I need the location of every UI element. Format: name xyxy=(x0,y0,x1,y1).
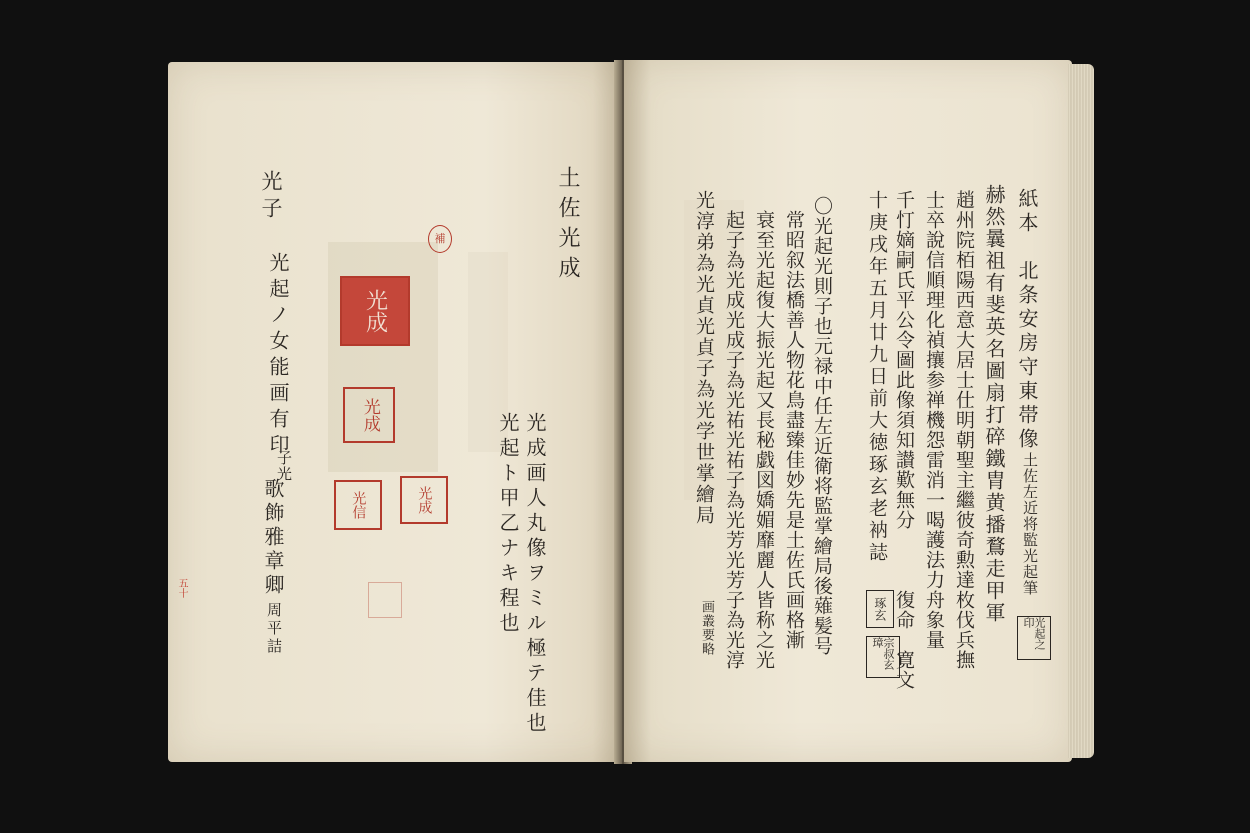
text-column-1: 紙本 北条安房守東帯像 xyxy=(1015,188,1039,452)
text-column-4: 士卒說信順理化禎攘参禅機怨雷消一喝護法力舟象量 xyxy=(923,190,945,650)
text-column-5: 千忊嫡嗣氏平公令圖此像須知讃歎無分 復命 寛文 xyxy=(893,190,915,690)
biography-note-small: 子光 xyxy=(275,450,293,482)
text-column-7: 〇光起光則子也元禄中任左近衛将監掌繪局後薙髪号 xyxy=(811,196,833,656)
second-seal-label: 宗叔玄璋 xyxy=(871,637,895,670)
text-column-3: 趙州院栢陽西意大居士仕明朝聖主繼彼奇勲達枚伐兵撫 xyxy=(953,190,975,670)
text-column-9: 衰至光起復大振光起又長秘戯図嬌媚靡麗人皆称之光 xyxy=(753,210,775,670)
text-column-11: 光淳弟為光貞光貞子為光学世掌繪局 xyxy=(693,190,715,526)
artist-title: 土佐光成 xyxy=(555,166,580,286)
large-seal-label: 光成 xyxy=(362,289,388,333)
left-page xyxy=(168,62,620,762)
inscriber-name: 歌飾雅章卿 xyxy=(261,478,285,598)
text-column-10: 起子為光成光成子為光祐光祐子為光芳光芳子為光淳 xyxy=(723,210,745,670)
faded-seal xyxy=(368,582,402,618)
seal-a-label: 光成 xyxy=(416,486,433,514)
small-red-seal-a xyxy=(400,476,448,524)
daughter-name: 光子 xyxy=(259,170,283,224)
biography-note: 光起ノ女能画有印 xyxy=(266,252,290,460)
small-seal-label: 補 xyxy=(434,232,446,246)
large-red-seal xyxy=(340,276,410,346)
second-seal-box xyxy=(866,636,900,678)
seal-b-label: 光信 xyxy=(350,491,367,519)
signature-seal-box xyxy=(1017,616,1051,660)
page-number: 五十 xyxy=(176,578,187,598)
source-note: 画叢要略 xyxy=(699,600,714,656)
signature-seal-label: 光起之印 xyxy=(1022,617,1046,650)
text-column-6: 十庚戌年五月廿九日前大徳琢玄老衲誌 xyxy=(866,190,888,564)
page-edges xyxy=(1068,64,1094,758)
text-column-1-sub: 土佐左近将監光起筆 xyxy=(1021,452,1039,596)
inscriber-note: 周平詰 xyxy=(265,602,283,656)
text-column-2: 赫然曩祖有斐英名圖扇打碎鐵胄黄播鶩走甲軍 xyxy=(982,184,1006,624)
small-round-seal xyxy=(428,225,452,253)
text-column-8: 常昭叙法橋善人物花鳥盡臻佳妙先是土佐氏画格漸 xyxy=(783,210,805,650)
square-seal-label: 光成 xyxy=(359,398,380,432)
small-red-seal-b xyxy=(334,480,382,530)
abbot-seal-label: 琢玄 xyxy=(873,597,887,621)
appraisal-text: 光成画人丸像ヲミル極テ佳也 xyxy=(523,412,547,737)
right-page xyxy=(624,60,1072,762)
appraisal-text-2: 光起ト甲乙ナキ程也 xyxy=(496,412,520,637)
abbot-seal-box xyxy=(866,590,894,628)
square-red-seal xyxy=(343,387,395,443)
